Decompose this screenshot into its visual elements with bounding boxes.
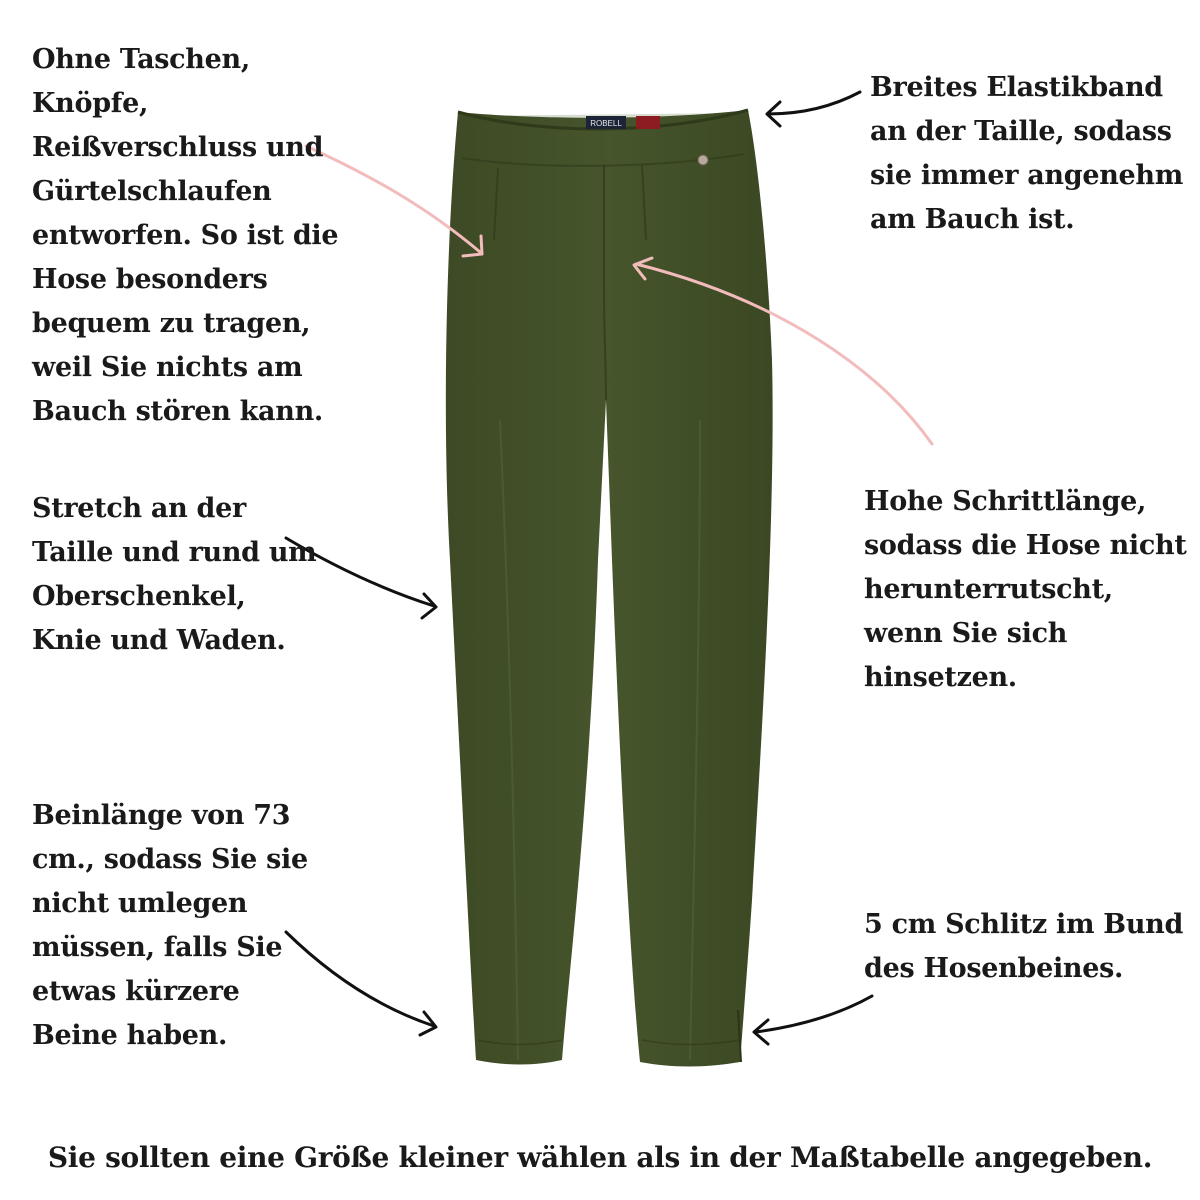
trousers-body: [446, 110, 773, 1067]
rivet: [698, 155, 708, 165]
arrow-stretch-head: [422, 594, 436, 618]
note-stretch: Stretch an der Taille und rund um Oberschenkel, Knie und Waden.: [32, 493, 317, 656]
arrow-elastic-band: [768, 92, 860, 114]
note-elastic-band: Breites Elastikband an der Taille, sodass sie immer angenehm am Bauch ist.: [870, 72, 1184, 235]
trousers-image: [446, 110, 773, 1067]
arrow-slit: [756, 996, 872, 1032]
note-leg-length: Beinlänge von 73 cm., sodass Sie sie nicht umlegen müssen, falls Sie etwas kürzere Beine haben.: [32, 800, 308, 1051]
size-label: [636, 116, 660, 129]
note-slit: 5 cm Schlitz im Bund des Hosenbeines.: [864, 909, 1184, 984]
note-high-rise: Hohe Schrittlänge, sodass die Hose nicht herunterrutscht, wenn Sie sich hinsetzen.: [864, 486, 1187, 693]
brand-label-text: ROBELL: [590, 119, 622, 128]
note-no-pockets: Ohne Taschen, Knöpfe, Reißverschluss und Gürtelschlaufen entworfen. So ist die Hose besonders bequem zu tragen, weil Sie nichts am Bauch stören kann.: [32, 44, 339, 427]
size-advice-footer: Sie sollten eine Größe kleiner wählen als in der Maßtabelle angegeben.: [47, 1141, 1153, 1174]
